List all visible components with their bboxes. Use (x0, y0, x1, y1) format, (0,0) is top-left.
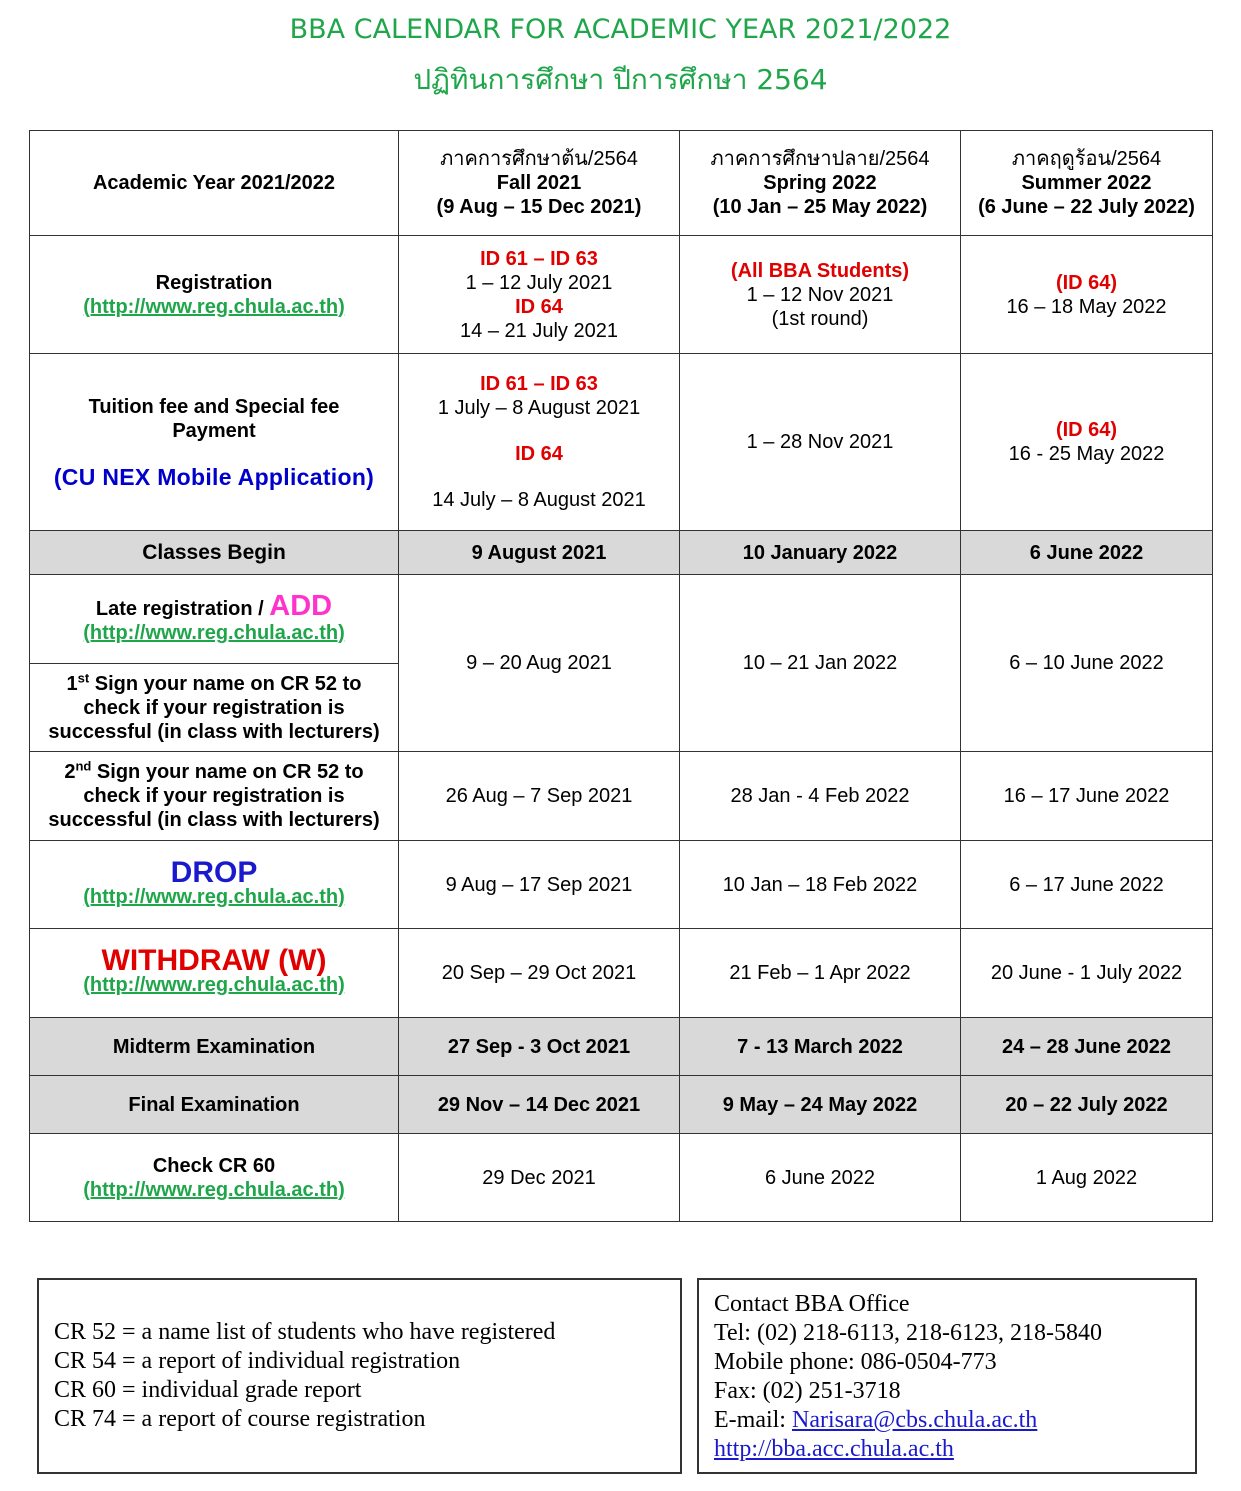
add-label: ADD (269, 589, 333, 622)
tuition-summer (961, 354, 1213, 531)
late-add-label-cell (30, 575, 399, 664)
registration-link[interactable]: (http://www.reg.chula.ac.th) (83, 295, 345, 318)
registration-fall-date1: 1 – 12 July 2021 (465, 271, 613, 294)
withdraw-label-cell (30, 929, 399, 1018)
registration-spring-note: (1st round) (771, 307, 869, 330)
midterm-spring: 7 - 13 March 2022 (680, 1018, 961, 1076)
registration-row (30, 236, 1213, 354)
tuition-fall-id2: ID 64 (515, 443, 563, 465)
withdraw-link[interactable]: (http://www.reg.chula.ac.th) (83, 974, 345, 996)
sign2-num: 2 (64, 761, 76, 783)
withdraw-spring: 21 Feb – 1 Apr 2022 (680, 929, 961, 1018)
drop-label: DROP (170, 855, 258, 889)
check-cr60-spring: 6 June 2022 (680, 1134, 961, 1222)
contact-mobile: Mobile phone: 086-0504-773 (714, 1349, 997, 1375)
registration-spring (680, 236, 961, 354)
registration-summer-tag: (ID 64) (1055, 271, 1118, 294)
contact-tel: Tel: (02) 218-6113, 218-6123, 218-5840 (714, 1320, 1103, 1346)
contact-title: Contact BBA Office (714, 1291, 910, 1317)
table-header-row (30, 131, 1213, 236)
registration-spring-date: 1 – 12 Nov 2021 (746, 283, 894, 306)
sign2-fall: 26 Aug – 7 Sep 2021 (399, 752, 680, 841)
contact-email-link[interactable]: Narisara@cbs.chula.ac.th (791, 1407, 1038, 1433)
tuition-fall-id1: ID 61 – ID 63 (480, 373, 598, 395)
withdraw-summer: 20 June - 1 July 2022 (961, 929, 1213, 1018)
spring-term-header (680, 131, 961, 236)
withdraw-fall: 20 Sep – 29 Oct 2021 (399, 929, 680, 1018)
final-summer: 20 – 22 July 2022 (961, 1076, 1213, 1134)
contact-web-link[interactable]: http://bba.acc.chula.ac.th (714, 1436, 954, 1462)
summer-term-name: Summer 2022 (1021, 172, 1152, 194)
midterm-row (30, 1018, 1213, 1076)
contact-box (697, 1278, 1197, 1474)
spring-term-name: Spring 2022 (763, 172, 877, 194)
late-add-fall: 9 – 20 Aug 2021 (399, 575, 680, 752)
sign1-label-cell (30, 664, 399, 752)
sign1-text3: successful (in class with lecturers) (48, 720, 380, 743)
classes-begin-fall: 9 August 2021 (399, 531, 680, 575)
registration-fall-id1: ID 61 – ID 63 (480, 247, 598, 270)
check-cr60-fall: 29 Dec 2021 (399, 1134, 680, 1222)
check-cr60-row (30, 1134, 1213, 1222)
drop-label-cell (30, 841, 399, 929)
registration-label: Registration (155, 271, 273, 294)
sign2-label-cell (30, 752, 399, 841)
tuition-label-cell (30, 354, 399, 531)
calendar-table (29, 130, 1213, 1222)
midterm-fall: 27 Sep - 3 Oct 2021 (399, 1018, 680, 1076)
sign2-text1: Sign your name on CR 52 to (91, 761, 364, 783)
tuition-summer-tag: (ID 64) (1055, 419, 1118, 441)
withdraw-row (30, 929, 1213, 1018)
sign1-text2: check if your registration is (83, 696, 345, 719)
withdraw-label: WITHDRAW (W) (101, 944, 327, 977)
sign2-sup: nd (75, 758, 92, 774)
contact-fax: Fax: (02) 251-3718 (714, 1378, 901, 1404)
classes-begin-summer: 6 June 2022 (961, 531, 1213, 575)
page-subtitle-thai: ปฏิทินการศึกษา ปีการศึกษา 2564 (413, 63, 828, 96)
page-title: BBA CALENDAR FOR ACADEMIC YEAR 2021/2022 (289, 14, 952, 45)
tuition-fall-date1: 1 July – 8 August 2021 (437, 397, 641, 419)
final-row (30, 1076, 1213, 1134)
tuition-spring: 1 – 28 Nov 2021 (680, 354, 961, 531)
sign2-summer: 16 – 17 June 2022 (961, 752, 1213, 841)
fall-term-name: Fall 2021 (496, 172, 582, 194)
late-add-summer: 6 – 10 June 2022 (961, 575, 1213, 752)
sign2-spring: 28 Jan - 4 Feb 2022 (680, 752, 961, 841)
check-cr60-link[interactable]: (http://www.reg.chula.ac.th) (83, 1178, 345, 1201)
late-add-link[interactable]: (http://www.reg.chula.ac.th) (83, 621, 345, 644)
sign2-text3: successful (in class with lecturers) (48, 809, 380, 831)
check-cr60-label: Check CR 60 (152, 1154, 276, 1177)
drop-fall: 9 Aug – 17 Sep 2021 (399, 841, 680, 929)
glossary-box (37, 1278, 682, 1474)
glossary-item: CR 74 = a report of course registration (54, 1406, 426, 1432)
registration-summer-date: 16 – 18 May 2022 (1006, 295, 1167, 318)
drop-spring: 10 Jan – 18 Feb 2022 (680, 841, 961, 929)
registration-summer (961, 236, 1213, 354)
late-add-row (30, 575, 1213, 664)
drop-link[interactable]: (http://www.reg.chula.ac.th) (83, 885, 345, 908)
tuition-fall (399, 354, 680, 531)
glossary-item: CR 60 = individual grade report (54, 1377, 362, 1403)
late-add-spring: 10 – 21 Jan 2022 (680, 575, 961, 752)
registration-fall (399, 236, 680, 354)
glossary-item: CR 54 = a report of individual registration (54, 1348, 461, 1374)
tuition-app: (CU NEX Mobile Application) (53, 464, 375, 490)
midterm-label: Midterm Examination (30, 1018, 399, 1076)
tuition-summer-date: 16 - 25 May 2022 (1008, 443, 1165, 465)
classes-begin-row (30, 531, 1213, 575)
final-spring: 9 May – 24 May 2022 (680, 1076, 961, 1134)
fall-term-header (399, 131, 680, 236)
summer-term-thai: ภาคฤดูร้อน/2564 (1011, 148, 1162, 170)
drop-summer: 6 – 17 June 2022 (961, 841, 1213, 929)
sign1-sup: st (77, 669, 90, 685)
tuition-fall-date2: 14 July – 8 August 2021 (432, 489, 646, 511)
classes-begin-spring: 10 January 2022 (680, 531, 961, 575)
tuition-row (30, 354, 1213, 531)
fall-term-thai: ภาคการศึกษาต้น/2564 (440, 148, 638, 170)
sign1-text1: Sign your name on CR 52 to (89, 672, 362, 695)
registration-fall-id2: ID 64 (515, 295, 563, 318)
midterm-summer: 24 – 28 June 2022 (961, 1018, 1213, 1076)
tuition-label-line1: Tuition fee and Special fee (88, 396, 340, 418)
academic-year-label: Academic Year 2021/2022 (30, 131, 399, 236)
sign1-num: 1 (66, 672, 78, 695)
fall-term-range: (9 Aug – 15 Dec 2021) (436, 196, 642, 218)
summer-term-range: (6 June – 22 July 2022) (978, 196, 1195, 218)
final-fall: 29 Nov – 14 Dec 2021 (399, 1076, 680, 1134)
glossary-item: CR 52 = a name list of students who have registered (54, 1319, 556, 1345)
spring-term-range: (10 Jan – 25 May 2022) (712, 196, 928, 218)
contact-email-label: E-mail: (714, 1407, 792, 1433)
final-label: Final Examination (30, 1076, 399, 1134)
registration-spring-tag: (All BBA Students) (730, 259, 910, 282)
check-cr60-label-cell (30, 1134, 399, 1222)
tuition-label-line2: Payment (172, 420, 256, 442)
classes-begin-label: Classes Begin (30, 531, 399, 575)
sign2-text2: check if your registration is (83, 785, 345, 807)
late-add-label: Late registration / (95, 597, 264, 620)
drop-row (30, 841, 1213, 929)
check-cr60-summer: 1 Aug 2022 (961, 1134, 1213, 1222)
summer-term-header (961, 131, 1213, 236)
sign2-row (30, 752, 1213, 841)
registration-fall-date2: 14 – 21 July 2021 (460, 319, 618, 342)
contact-email-line (714, 1406, 1195, 1435)
registration-label-cell (30, 236, 399, 354)
spring-term-thai: ภาคการศึกษาปลาย/2564 (710, 148, 930, 170)
